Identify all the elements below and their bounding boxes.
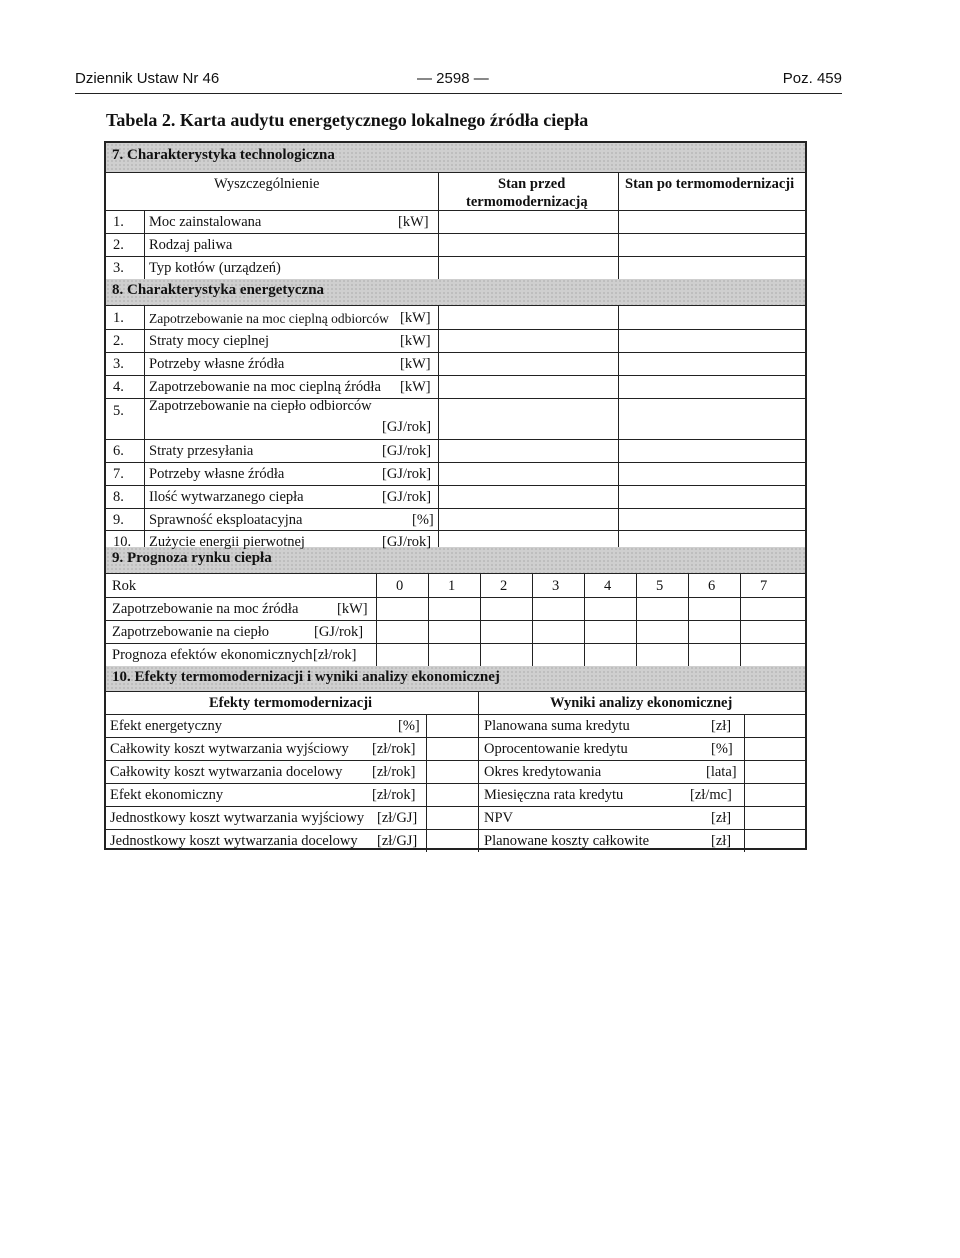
journal-name: Dziennik Ustaw Nr 46 — [75, 70, 220, 87]
s9-row-unit: [zł/rok] — [313, 647, 357, 663]
grid-line — [106, 462, 805, 463]
item-position: Poz. 459 — [782, 70, 842, 87]
s8-row-number: 10. — [113, 534, 132, 550]
analysis-row-unit: [zł] — [711, 718, 732, 734]
analysis-row-unit: [zł] — [711, 810, 732, 826]
section-7-title: 7. Charakterystyka technologiczna — [112, 147, 335, 163]
analysis-row-label: Okres kredytowania — [484, 764, 602, 780]
section-8-title: 8. Charakterystyka energetyczna — [112, 282, 325, 298]
grid-line — [106, 737, 805, 738]
effects-row-label: Jednostkowy koszt wytwarzania docelowy — [110, 833, 358, 849]
s8-row-label: Sprawność eksploatacyjna — [149, 512, 303, 528]
s8-row-unit: [GJ/rok] — [382, 489, 432, 505]
s9-row-unit: [GJ/rok] — [314, 624, 364, 640]
section-10-bar — [106, 666, 805, 692]
effects-row-label: Efekt ekonomiczny — [110, 787, 224, 803]
grid-line — [478, 692, 479, 852]
s8-row-unit: [GJ/rok] — [382, 443, 432, 459]
s7-row-number: 1. — [113, 214, 124, 230]
year-value: 4 — [604, 578, 612, 594]
effects-header: Efekty termomodernizacji — [209, 695, 373, 711]
grid-line — [106, 783, 805, 784]
year-value: 3 — [552, 578, 560, 594]
grid-line — [106, 806, 805, 807]
s8-row-number: 5. — [113, 403, 124, 419]
running-header — [75, 70, 842, 90]
grid-line — [144, 306, 145, 547]
grid-line — [618, 306, 619, 547]
header-rule — [75, 93, 842, 94]
s7-row-label: Typ kotłów (urządzeń) — [149, 260, 281, 276]
s9-row-label: Prognoza efektów ekonomicznych — [112, 647, 313, 663]
s7-row-number: 2. — [113, 237, 124, 253]
s8-row-label: Straty przesyłania — [149, 443, 254, 459]
analysis-row-unit: [zł/mc] — [690, 787, 732, 803]
s9-row-label: Zapotrzebowanie na moc źródła — [112, 601, 299, 617]
grid-line — [106, 620, 805, 621]
col-header-after: Stan po termomodernizacji — [625, 176, 795, 192]
year-value: 7 — [760, 578, 768, 594]
effects-row-unit: [zł/rok] — [372, 741, 416, 757]
s8-row-label: Straty mocy cieplnej — [149, 333, 269, 349]
s8-row-number: 9. — [113, 512, 124, 528]
col-header-item: Wyszczególnienie — [214, 176, 320, 192]
s8-row-unit: [kW] — [400, 379, 431, 395]
effects-row-unit: [zł/rok] — [372, 764, 416, 780]
s8-row-label: Zapotrzebowanie na moc cieplną źródła — [149, 379, 381, 395]
s8-row-number: 4. — [113, 379, 124, 395]
col-header-before-2: termomodernizacją — [466, 194, 588, 210]
grid-line — [106, 643, 805, 644]
grid-line — [106, 210, 805, 211]
year-value: 0 — [396, 578, 404, 594]
s8-row-unit: [kW] — [400, 310, 431, 326]
grid-line — [106, 233, 805, 234]
effects-row-unit: [%] — [398, 718, 420, 734]
effects-row-unit: [zł/GJ] — [377, 810, 418, 826]
s8-row-label: Ilość wytwarzanego ciepła — [149, 489, 304, 505]
grid-line — [106, 714, 805, 715]
effects-row-label: Efekt energetyczny — [110, 718, 223, 734]
s8-row-unit: [GJ/rok] — [382, 466, 432, 482]
grid-line — [106, 375, 805, 376]
s8-row-label: Zużycie energii pierwotnej — [149, 534, 305, 550]
grid-line — [106, 329, 805, 330]
analysis-row-label: Oprocentowanie kredytu — [484, 741, 628, 757]
effects-row-unit: [zł/GJ] — [377, 833, 418, 849]
section-10-title: 10. Efekty termomodernizacji i wyniki analizy ekonomicznej — [112, 669, 500, 685]
year-label: Rok — [112, 578, 137, 594]
s8-row-unit: [GJ/rok] — [382, 534, 432, 550]
grid-line — [106, 256, 805, 257]
s7-row-unit: [kW] — [398, 214, 429, 230]
s8-row-label: Zapotrzebowanie na ciepło odbiorców — [149, 398, 372, 414]
section-7-bar — [106, 143, 805, 173]
section-9-bar — [106, 547, 805, 574]
grid-line — [618, 173, 619, 279]
grid-line — [106, 530, 805, 531]
year-value: 5 — [656, 578, 664, 594]
analysis-row-label: Planowana suma kredytu — [484, 718, 630, 734]
effects-row-unit: [zł/rok] — [372, 787, 416, 803]
effects-row-label: Jednostkowy koszt wytwarzania wyjściowy — [110, 810, 365, 826]
page-number: — 2598 — — [417, 70, 489, 87]
effects-row-label: Całkowity koszt wytwarzania wyjściowy — [110, 741, 349, 757]
s8-row-label: Zapotrzebowanie na moc cieplną odbiorców — [149, 311, 389, 326]
economic-analysis-header: Wyniki analizy ekonomicznej — [550, 695, 733, 711]
s8-row-unit: [%] — [412, 512, 434, 528]
s8-row-label: Potrzeby własne źródła — [149, 356, 285, 372]
s8-row-number: 3. — [113, 356, 124, 372]
grid-line — [438, 306, 439, 547]
grid-line — [144, 210, 145, 279]
year-value: 6 — [708, 578, 716, 594]
grid-line — [438, 173, 439, 279]
s8-row-unit: [kW] — [400, 356, 431, 372]
s7-row-number: 3. — [113, 260, 124, 276]
year-value: 1 — [448, 578, 456, 594]
section-8-bar — [106, 279, 805, 306]
s8-row-number: 7. — [113, 466, 124, 482]
s9-row-unit: [kW] — [337, 601, 368, 617]
s8-row-number: 6. — [113, 443, 124, 459]
s7-row-label: Rodzaj paliwa — [149, 237, 233, 253]
grid-line — [106, 352, 805, 353]
analysis-row-label: NPV — [484, 810, 514, 826]
s8-row-unit: [GJ/rok] — [382, 419, 432, 435]
s9-row-label: Zapotrzebowanie na ciepło — [112, 624, 270, 640]
analysis-row-unit: [%] — [711, 741, 733, 757]
s8-row-label: Potrzeby własne źródła — [149, 466, 285, 482]
year-value: 2 — [500, 578, 508, 594]
s8-row-unit: [kW] — [400, 333, 431, 349]
grid-line — [106, 439, 805, 440]
analysis-row-unit: [lata] — [706, 764, 737, 780]
s8-row-number: 1. — [113, 310, 124, 326]
section-9-title: 9. Prognoza rynku ciepła — [112, 550, 272, 566]
col-header-before-1: Stan przed — [498, 176, 566, 192]
grid-line — [106, 760, 805, 761]
analysis-row-unit: [zł] — [711, 833, 732, 849]
s8-row-number: 2. — [113, 333, 124, 349]
audit-card-table — [104, 141, 807, 850]
s8-row-number: 8. — [113, 489, 124, 505]
analysis-row-label: Planowane koszty całkowite — [484, 833, 650, 849]
table-title: Tabela 2. Karta audytu energetycznego lokalnego źródła ciepła — [106, 110, 589, 130]
grid-line — [106, 829, 805, 830]
grid-line — [106, 508, 805, 509]
grid-line — [106, 597, 805, 598]
effects-row-label: Całkowity koszt wytwarzania docelowy — [110, 764, 343, 780]
grid-line — [106, 485, 805, 486]
s7-row-label: Moc zainstalowana — [149, 214, 262, 230]
analysis-row-label: Miesięczna rata kredytu — [484, 787, 624, 803]
